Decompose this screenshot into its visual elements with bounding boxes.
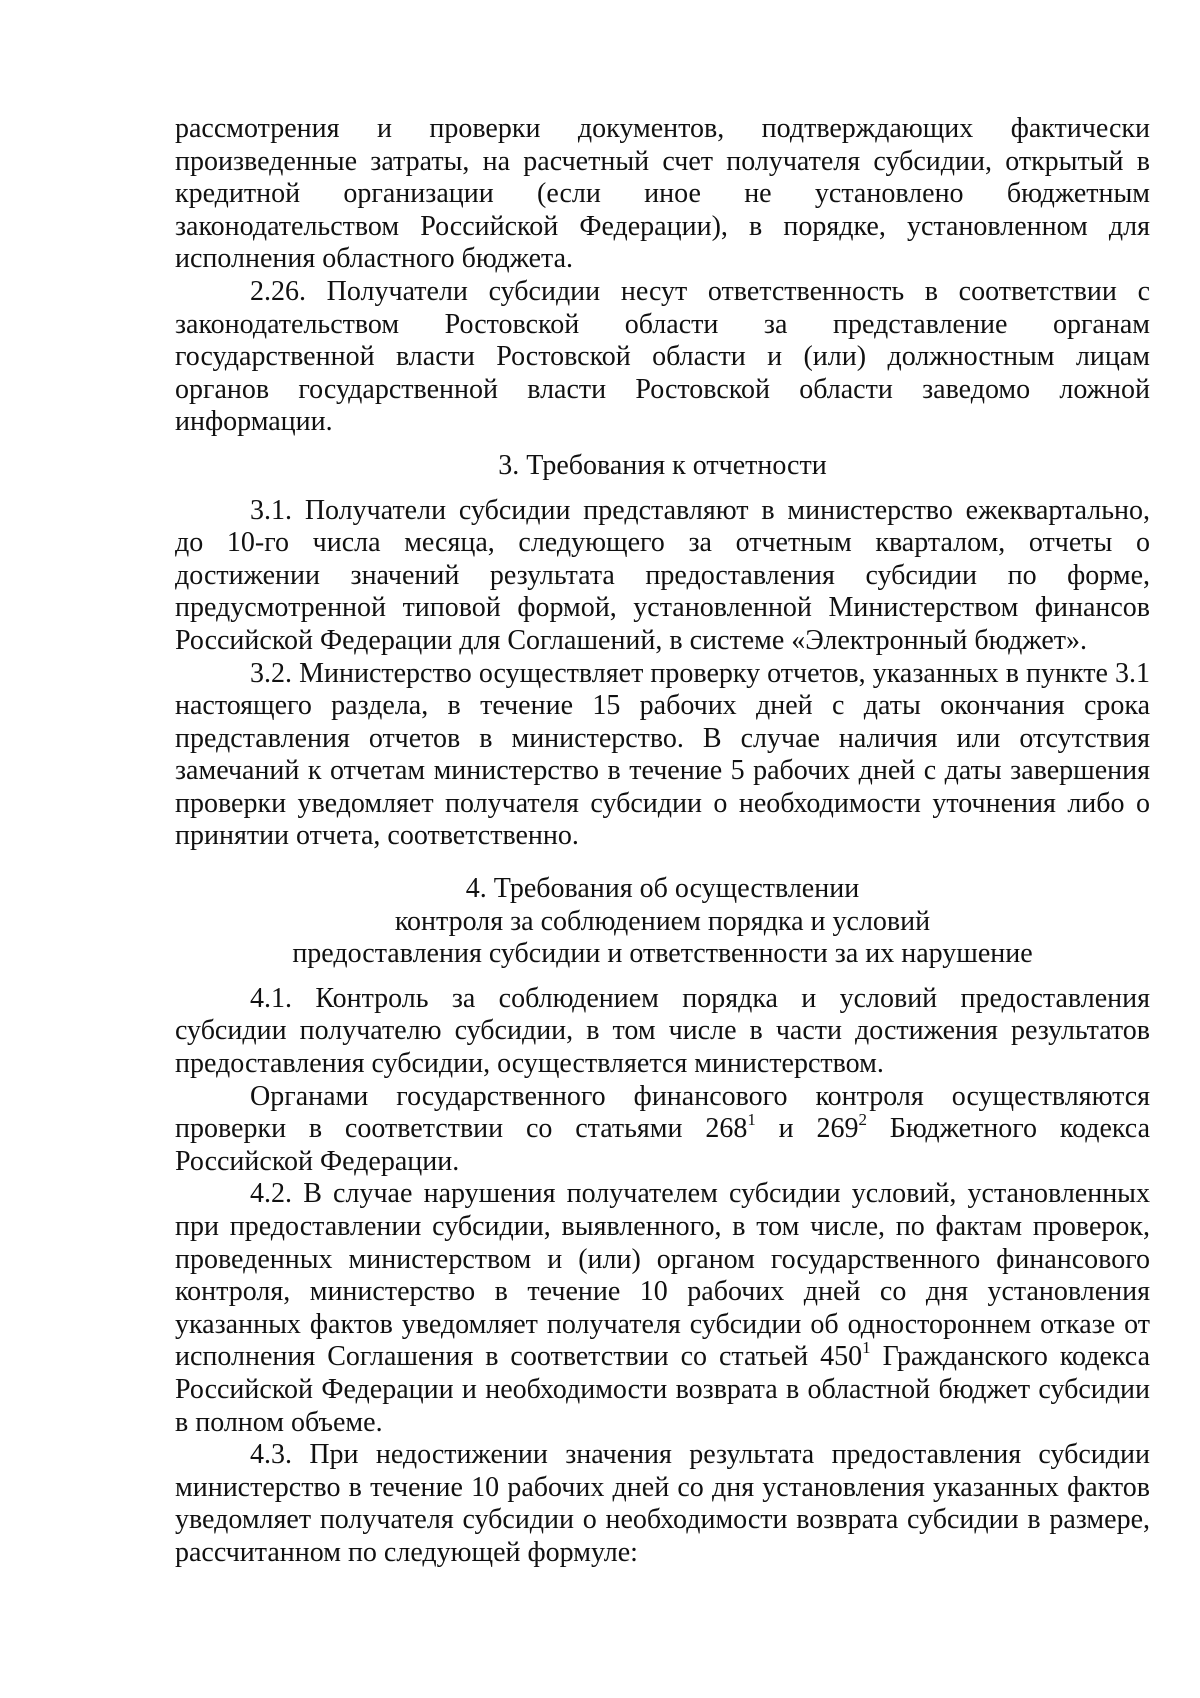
paragraph-4-1-control-text-1: Органами государственного финансового контроля осуществляются проверки в соответствии со статьями 268 bbox=[175, 1080, 1150, 1145]
superscript-2: 2 bbox=[858, 1109, 867, 1129]
paragraph-4-2-text-1: 4.2. В случае нарушения получателем субсидии условий, установленных при предоставлении субсидии, выявленного, в том числе, по фактам проверок, проведенных министерством и (или) органом государственного финансового контроля, министерство в течение 10 рабочих дней со дня установления указанных фактов уведомляет получателя субсидии об одностороннем отказе от исполнения Соглашения в соответствии со статьей 450 bbox=[175, 1178, 1150, 1373]
section-heading-3: 3. Требования к отчетности bbox=[498, 449, 827, 481]
paragraph-continuation: рассмотрения и проверки документов, подтверждающих фактически произведенные затраты, на расчетный счет получателя субсидии, открытый в кредитной организации (если иное не установлено бюджетным законодательством Российской Федерации), в порядке, установленном для исполнения областного бюджета. bbox=[175, 113, 1150, 275]
paragraph-4-2 bbox=[175, 1178, 1150, 1439]
section-heading-4-line-2: контроля за соблюдением порядка и условий bbox=[394, 905, 931, 937]
paragraph-4-1-control-text-3: Бюджетного кодекса Российской Федерации. bbox=[175, 1113, 1150, 1177]
section-heading-4 bbox=[175, 873, 1150, 971]
paragraph-4-1-control bbox=[175, 1081, 1150, 1179]
paragraph-3-2: 3.2. Министерство осуществляет проверку отчетов, указанных в пункте 3.1 настоящего раздела, в течение 15 рабочих дней с даты окончания срока представления отчетов в министерство. В случае наличия или отсутствия замечаний к отчетам министерство в течение 5 рабочих дней с даты завершения проверки уведомляет получателя субсидии о необходимости уточнения либо о принятии отчета, соответственно. bbox=[175, 657, 1150, 852]
superscript-3: 1 bbox=[862, 1338, 871, 1358]
section-heading-4-line-3: предоставления субсидии и ответственности за их нарушение bbox=[292, 938, 1033, 970]
paragraph-4-3: 4.3. При недостижении значения результата предоставления субсидии министерство в течение 10 рабочих дней со дня установления указанных фактов уведомляет получателя субсидии о необходимости возврата субсидии в размере, рассчитанном по следующей формуле: bbox=[175, 1439, 1150, 1568]
superscript-1: 1 bbox=[747, 1109, 756, 1129]
paragraph-4-1: 4.1. Контроль за соблюдением порядка и условий предоставления субсидии получателю субсидии, в том числе в части достижения результатов предоставления субсидии, осуществляется министерством. bbox=[175, 982, 1150, 1080]
document-page bbox=[175, 113, 1150, 1570]
section-heading-4-line-1: 4. Требования об осуществлении bbox=[465, 873, 860, 905]
paragraph-4-2-text-2: Гражданского кодекса Российской Федерации и необходимости возврата в областной бюджет субсидии в полном объеме. bbox=[175, 1341, 1150, 1438]
paragraph-4-1-control-text-2: и 269 bbox=[755, 1113, 859, 1145]
paragraph-2-26: 2.26. Получатели субсидии несут ответственность в соответствии с законодательством Ростовской области за представление органам государственной власти Ростовской области и (или) должностным лицам органов государственной власти Ростовской области заведомо ложной информации. bbox=[175, 275, 1150, 438]
paragraph-3-1: 3.1. Получатели субсидии представляют в министерство ежеквартально, до 10-го числа месяца, следующего за отчетным кварталом, отчеты о достижении значений результата предоставления субсидии по форме, предусмотренной типовой формой, установленной Министерством финансов Российской Федерации для Соглашений, в системе «Электронный бюджет». bbox=[175, 494, 1150, 656]
